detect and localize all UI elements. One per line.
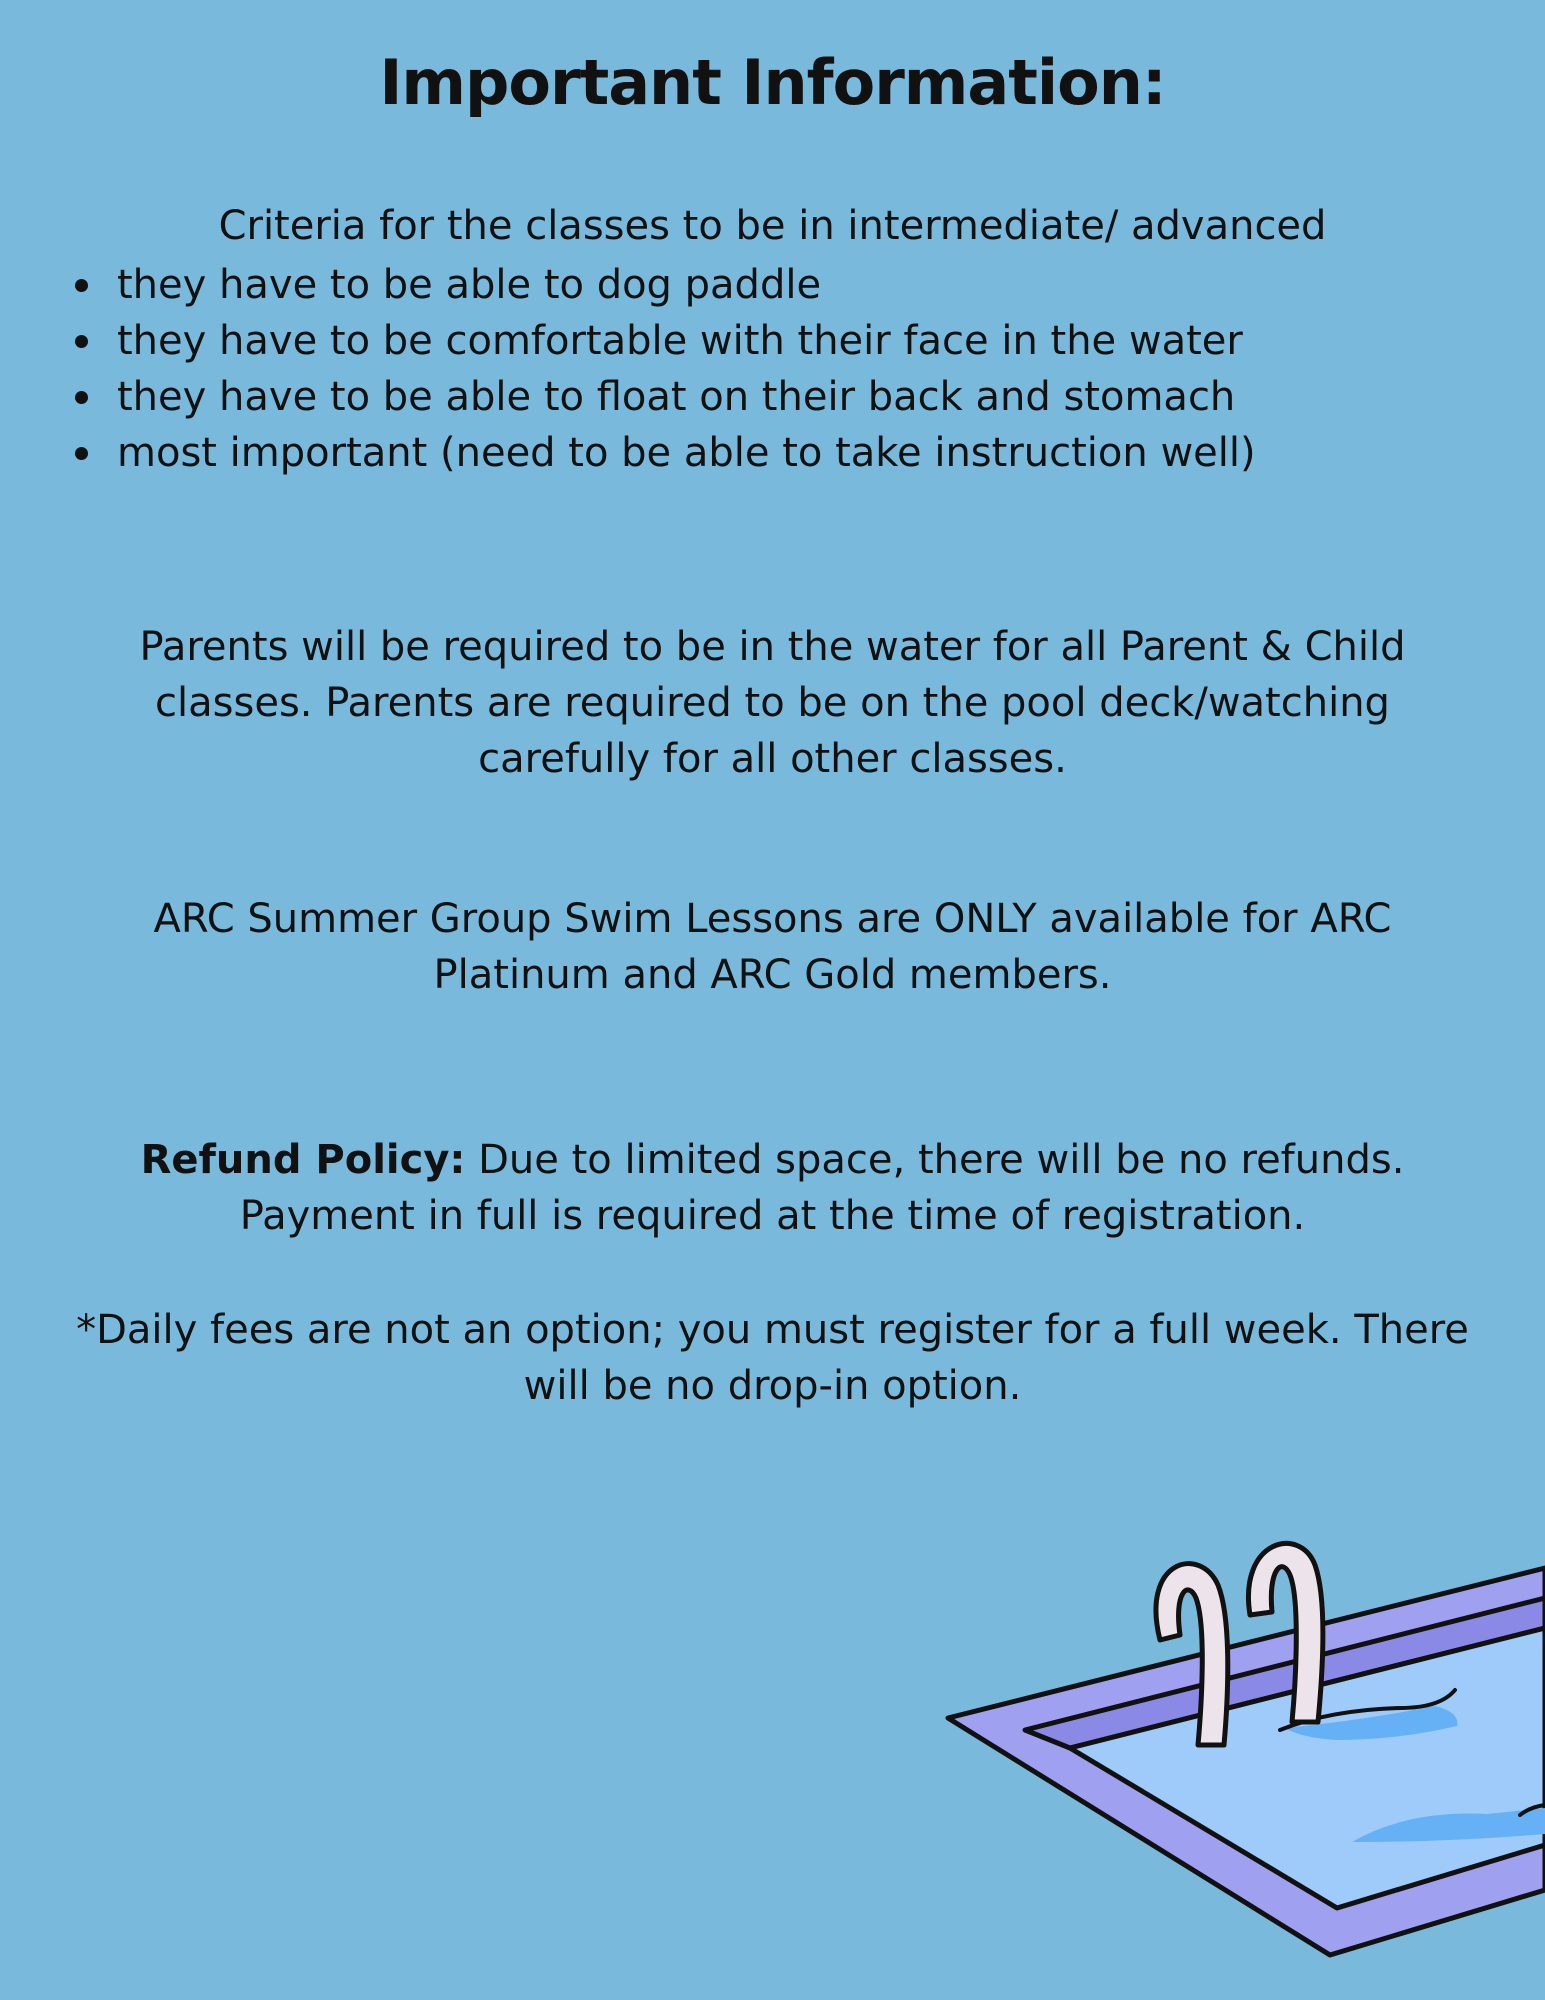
refund-policy-label: Refund Policy: xyxy=(140,1137,466,1183)
bullet-icon xyxy=(75,447,88,460)
criteria-item-text: they have to be comfortable with their face in the water xyxy=(117,318,1243,364)
membership-requirement-note: ARC Summer Group Swim Lessons are ONLY available for ARC Platinum and ARC Gold members. xyxy=(153,896,1392,998)
criteria-list xyxy=(70,257,1490,481)
list-item xyxy=(70,313,1490,369)
swimming-pool-with-ladder-icon xyxy=(930,1520,1545,2000)
refund-policy xyxy=(70,1132,1475,1244)
criteria-item-text: they have to be able to dog paddle xyxy=(117,262,822,308)
criteria-item-text: most important (need to be able to take instruction well) xyxy=(117,430,1256,476)
daily-fees-note: *Daily fees are not an option; you must register for a full week. There will be no drop-in option. xyxy=(76,1307,1469,1409)
criteria-heading: Criteria for the classes to be in intermediate/ advanced xyxy=(218,203,1327,249)
list-item xyxy=(70,257,1490,313)
refund-policy-text: Due to limited space, there will be no refunds. Payment in full is required at the time of registration. xyxy=(239,1137,1405,1239)
page-title: Important Information: xyxy=(379,46,1166,119)
criteria-item-text: they have to be able to float on their back and stomach xyxy=(117,374,1236,420)
parents-requirement-note: Parents will be required to be in the water for all Parent & Child classes. Parents are required to be on the pool deck/watching carefully for all other classes. xyxy=(139,624,1406,782)
bullet-icon xyxy=(75,391,88,404)
bullet-icon xyxy=(75,335,88,348)
bullet-icon xyxy=(75,279,88,292)
list-item xyxy=(70,369,1490,425)
list-item xyxy=(70,425,1490,481)
